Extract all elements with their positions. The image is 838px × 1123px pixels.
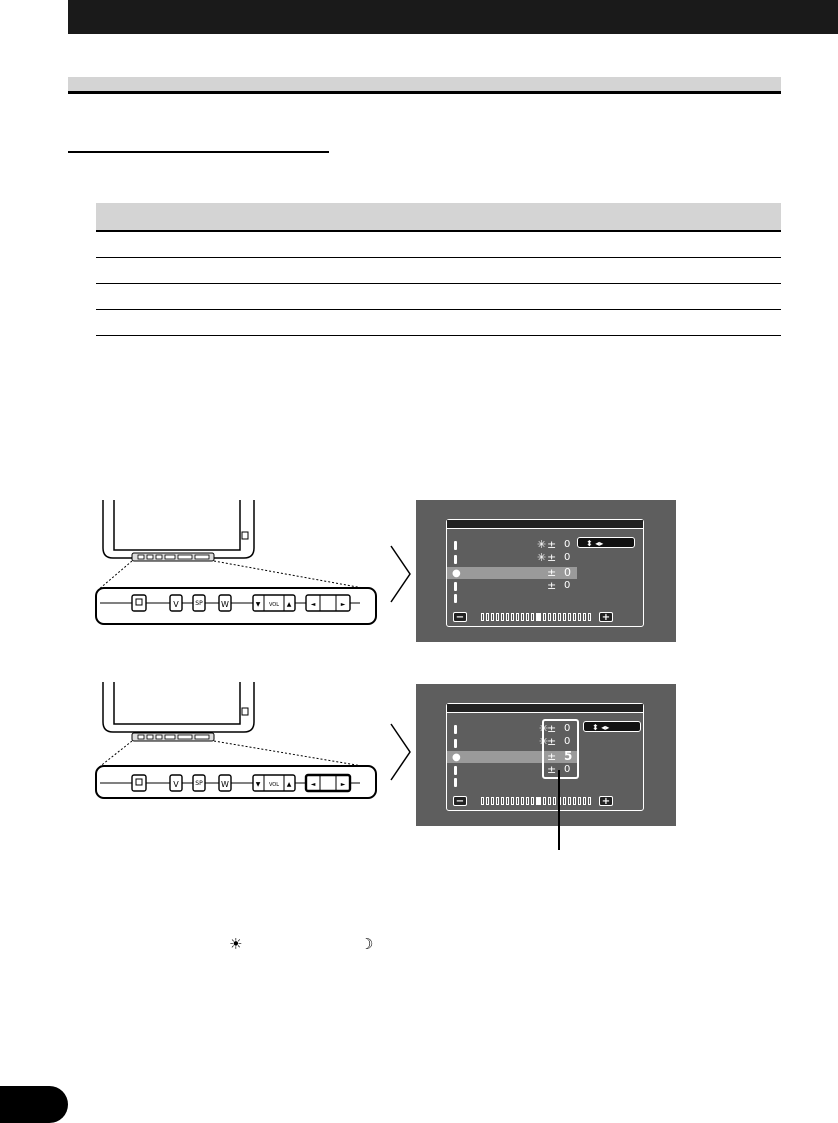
osd-title-bar: [447, 520, 643, 529]
w-button-label: W: [221, 780, 229, 789]
vol-up-glyph: ▲: [286, 781, 292, 788]
table-row: [96, 258, 781, 284]
osd-adjust-sym: ±: [547, 722, 557, 735]
osd-value: 0: [564, 764, 571, 775]
osd-value: 0: [564, 580, 571, 591]
page-number-tab: [0, 1086, 68, 1123]
osd-screen-2: [416, 684, 676, 826]
right-button-glyph: ►: [340, 781, 346, 788]
osd-adjust-sym: ±: [547, 579, 557, 592]
vol-up-glyph: ▲: [286, 601, 292, 608]
plus-icon: +: [599, 612, 613, 622]
osd-value: 0: [564, 539, 571, 550]
left-button-glyph: ◄: [310, 781, 316, 788]
osd-adjust-sym: ±: [547, 750, 557, 763]
vol-label: VOL: [268, 782, 280, 788]
osd-title-bar: [447, 704, 643, 713]
osd-level-scale: [481, 613, 591, 621]
subheading-rule: [68, 151, 329, 153]
chevron-right-icon: [390, 544, 412, 604]
osd-value-changed: 5: [564, 749, 573, 763]
osd-selector-box: ⬍ ◂▸: [583, 721, 641, 732]
sp-button-label: SP: [195, 780, 203, 787]
w-button-label: W: [221, 600, 229, 609]
osd-adjust-sym: ±: [547, 763, 557, 776]
moon-icon: ☽: [360, 935, 374, 953]
plus-icon: +: [599, 796, 613, 806]
monitor-illustration-2: [92, 682, 382, 800]
osd-adjust-sym: ±: [547, 551, 557, 564]
header-band: [68, 0, 838, 34]
osd-row-marker: [454, 555, 457, 564]
osd-value: 0: [564, 736, 571, 747]
osd-value: 0: [564, 552, 571, 563]
sun-icon: ☀: [229, 935, 243, 953]
osd-row-marker: [454, 778, 457, 787]
osd-screen-1: [416, 500, 676, 642]
value-callout-box: [542, 719, 579, 779]
table-row: [96, 310, 781, 336]
osd-sun-icon: ✳: [539, 735, 549, 748]
table-header: [96, 203, 781, 232]
osd-value: 0: [564, 566, 571, 579]
table-row: [96, 284, 781, 310]
table-row: [96, 232, 781, 258]
osd-selected-row: [447, 567, 577, 579]
chevron-right-icon: [390, 722, 412, 782]
vol-down-glyph: ▼: [255, 781, 261, 788]
right-button-glyph: ►: [340, 601, 346, 608]
osd-adjust-sym: ±: [547, 566, 557, 579]
v-button-label: V: [173, 780, 179, 789]
osd-adjust-sym: ±: [547, 538, 557, 551]
osd-row-marker: [454, 725, 457, 734]
osd-level-scale: [481, 797, 591, 805]
osd-row-icon: ●: [452, 752, 461, 763]
callout-leader-line: [558, 770, 560, 850]
osd-frame: [446, 703, 644, 811]
minus-icon: −: [453, 796, 467, 806]
osd-row-icon: ●: [452, 568, 461, 579]
osd-row-marker: [454, 594, 457, 603]
osd-sun-icon: ✳: [537, 551, 547, 564]
sp-button-label: SP: [195, 600, 203, 607]
osd-row-marker: [454, 766, 457, 775]
left-button-glyph: ◄: [310, 601, 316, 608]
vol-label: VOL: [268, 602, 280, 608]
osd-frame: [446, 519, 644, 627]
monitor-illustration-1: [92, 498, 382, 630]
osd-row-marker: [454, 541, 457, 550]
osd-sun-icon: ✳: [539, 722, 549, 735]
osd-row-marker: [454, 739, 457, 748]
settings-table: [96, 203, 781, 336]
minus-icon: −: [453, 612, 467, 622]
v-button-label: V: [173, 600, 179, 609]
vol-down-glyph: ▼: [255, 601, 261, 608]
osd-row-marker: [454, 582, 457, 591]
section-heading-bar: [68, 77, 781, 94]
osd-adjust-sym: ±: [547, 735, 557, 748]
osd-selector-box: ⬍ ◂▸: [577, 537, 635, 548]
osd-value: 0: [564, 723, 571, 734]
osd-sun-icon: ✳: [537, 538, 547, 551]
